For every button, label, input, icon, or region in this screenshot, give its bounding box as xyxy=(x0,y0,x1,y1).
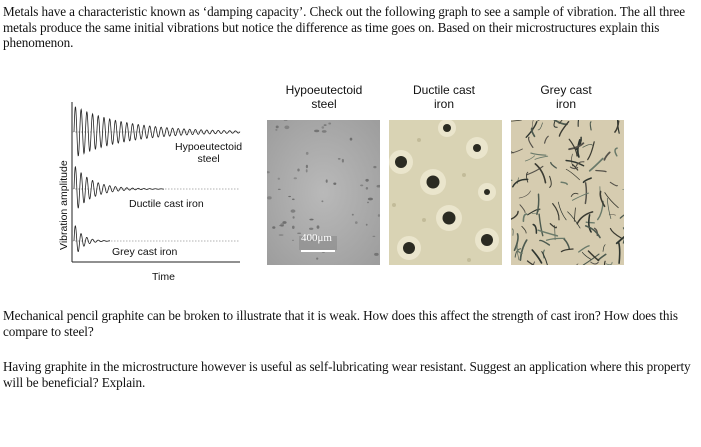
steel-speck xyxy=(278,189,281,190)
steel-speck xyxy=(378,214,380,217)
steel-speck xyxy=(278,178,280,180)
steel-speck xyxy=(368,198,373,201)
micrograph-title-ductile-line1: Ductile cast xyxy=(412,83,476,97)
steel-speck xyxy=(293,216,295,219)
steel-speck xyxy=(366,187,368,190)
micrograph-title-grey-line1: Grey cast xyxy=(540,83,592,97)
steel-speck xyxy=(292,226,295,229)
steel-speck xyxy=(328,123,331,125)
steel-speck xyxy=(322,130,327,133)
question-self-lubricating: Having graphite in the microstructure however is useful as self-lubricating wear resistant. Suggest an application where this property will be beneficial? Explain. xyxy=(3,359,691,390)
question-pencil-graphite: Mechanical pencil graphite can be broken to illustrate that it is weak. How does this affect the strength of cast iron? How does this compare to steel? xyxy=(3,308,678,339)
steel-speck xyxy=(317,225,320,228)
steel-speck xyxy=(306,165,308,168)
steel-speck xyxy=(350,138,353,141)
steel-speck xyxy=(352,214,354,216)
micrograph-ductile xyxy=(389,120,502,265)
graphite-flake xyxy=(586,222,594,223)
steel-speck xyxy=(333,183,336,185)
micrograph-title-grey-line2: iron xyxy=(555,97,576,111)
steel-speck xyxy=(366,224,368,226)
micrograph-title-steel-line2: steel xyxy=(311,97,337,111)
scale-bar-label: 400μm xyxy=(301,232,332,244)
steel-speck xyxy=(280,223,284,227)
vibration-graph xyxy=(58,100,248,290)
steel-speck xyxy=(367,202,369,204)
steel-speck xyxy=(292,240,294,241)
steel-speck xyxy=(267,196,272,199)
steel-speck xyxy=(316,258,318,260)
curve-label-grey: Grey cast iron xyxy=(112,246,178,258)
y-axis-label: Vibration amplitude xyxy=(58,160,70,250)
steel-speck xyxy=(322,126,325,128)
micrograph-title-steel xyxy=(280,83,368,111)
micrograph-title-ductile xyxy=(400,83,488,111)
steel-speck xyxy=(309,228,313,230)
steel-speck xyxy=(374,253,379,256)
steel-speck xyxy=(309,219,313,221)
steel-speck xyxy=(365,179,368,182)
steel-speck xyxy=(342,159,344,163)
steel-speck xyxy=(272,226,275,229)
steel-speck xyxy=(372,236,375,237)
steel-speck xyxy=(306,152,309,155)
steel-speck xyxy=(321,200,323,202)
micrograph-title-grey xyxy=(522,83,610,111)
x-axis-label: Time xyxy=(152,271,175,283)
micrograph-title-steel-line1: Hypoeutectoid xyxy=(285,83,363,97)
steel-speck xyxy=(276,126,279,129)
steel-speck xyxy=(306,169,308,172)
steel-speck xyxy=(338,158,341,159)
curve-label-steel-line1: Hypoeutectoid xyxy=(175,141,243,153)
steel-speck xyxy=(275,129,277,131)
steel-speck xyxy=(373,166,376,168)
curve-label-ductile: Ductile cast iron xyxy=(129,198,204,210)
steel-speck xyxy=(279,234,284,236)
steel-speck xyxy=(324,124,327,126)
micrograph-grey xyxy=(511,120,624,265)
steel-speck xyxy=(314,130,319,133)
steel-speck xyxy=(297,169,299,172)
steel-speck xyxy=(355,221,358,224)
micrograph-title-ductile-line2: iron xyxy=(433,97,454,111)
steel-speck xyxy=(326,179,328,182)
steel-speck xyxy=(288,196,291,197)
curve-label-steel xyxy=(175,141,242,165)
steel-speck xyxy=(292,199,295,201)
steel-speck xyxy=(294,177,297,179)
steel-speck xyxy=(291,209,296,212)
curve-label-steel-line2: steel xyxy=(197,153,220,165)
wave-grey-cast-iron xyxy=(74,226,110,252)
steel-speck xyxy=(360,185,363,187)
question-damping-capacity: Metals have a characteristic known as ‘damping capacity’. Check out the following graph to see a sample of vibration. The all three metals produce the same initial vibrations but notice the difference as time goes on. Based on their microstructures explain this phenomenon. xyxy=(3,4,686,50)
steel-speck xyxy=(284,126,289,130)
